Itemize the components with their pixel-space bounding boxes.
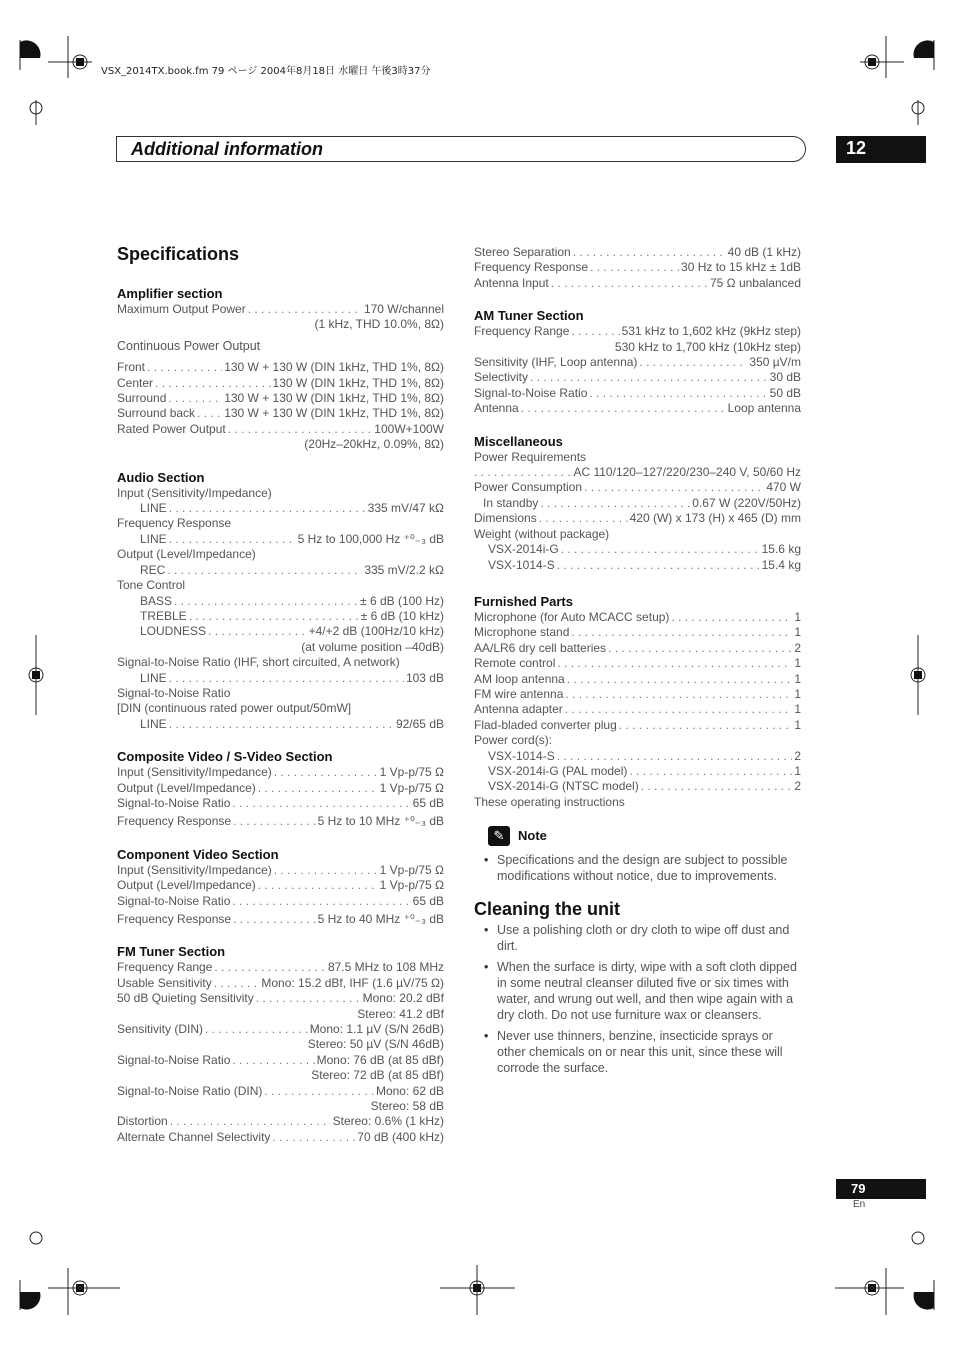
spec-row: LINE . . . 103 dB [117,671,444,686]
spec-row: VSX-2014i-G . . . 15.6 kg [474,542,801,557]
spec-row: Input (Sensitivity/Impedance) . . . 1 Vp-p/75 Ω [117,765,444,780]
spec-row: Surround . . . 130 W + 130 W (DIN 1kHz, THD 1%, 8Ω) [117,391,444,406]
note-label: Note [518,828,547,844]
spec-row: Signal-to-Noise Ratio . . . Mono: 76 dB (at 85 dBf) [117,1053,444,1068]
furnished-heading: Furnished Parts [474,593,573,609]
spec-row: Selectivity . . . 30 dB [474,370,801,385]
left-column [117,243,444,1161]
spec-row: AM loop antenna . . . 1 [474,672,801,687]
spec-cont: (1 kHz, THD 10.0%, 8Ω) [314,317,444,332]
spec-cont: Stereo: 50 µV (S/N 46dB) [307,1037,444,1052]
spec-row: Signal-to-Noise Ratio . . . 50 dB [474,386,801,401]
spec-row: . . . AC 110/120–127/220/230–240 V, 50/60 Hz [474,465,801,480]
misc-heading: Miscellaneous [474,433,563,449]
spec-row: 50 dB Quieting Sensitivity . . . Mono: 20.2 dBf [117,991,444,1006]
misc-section [474,433,801,573]
page-number: 79 [836,1179,926,1199]
component-heading: Component Video Section [117,846,279,862]
spec-label: Signal-to-Noise Ratio (IHF, short circuited, A network) [117,655,400,670]
spec-row: Maximum Output Power . . . 170 W/channel [117,302,444,317]
spec-row: Signal-to-Noise Ratio (DIN) . . . Mono: 62 dB [117,1084,444,1099]
spec-row: Microphone (for Auto MCACC setup) . . . 1 [474,610,801,625]
spec-row: VSX-2014i-G (NTSC model) . . . 2 [474,779,801,794]
spec-row: Stereo Separation . . . 40 dB (1 kHz) [474,245,801,260]
spec-cont: (at volume position –40dB) [301,639,444,654]
right-column [474,245,801,1081]
fm-heading: FM Tuner Section [117,944,226,960]
spec-row: In standby . . . 0.67 W (220V/50Hz) [474,496,801,511]
spec-label: Input (Sensitivity/Impedance) [117,485,272,500]
spec-label: These operating instructions [474,794,625,809]
spec-row: TREBLE . . . ± 6 dB (10 kHz) [117,609,444,624]
spec-row: LOUDNESS . . . +4/+2 dB (100Hz/10 kHz) [117,624,444,639]
spec-row: Output (Level/Impedance) . . . 1 Vp-p/75 Ω [117,878,444,893]
spec-row: Antenna . . . Loop antenna [474,401,801,416]
spec-row: Flad-bladed converter plug . . . 1 [474,718,801,733]
spec-label: Continuous Power Output [117,338,261,353]
spec-label: [DIN (continuous rated power output/50mW] [117,701,352,716]
spec-row: Frequency Range . . . 531 kHz to 1,602 kHz (9kHz step) [474,324,801,339]
spec-row: Remote control . . . 1 [474,656,801,671]
spec-row: Sensitivity (DIN) . . . Mono: 1.1 µV (S/N 26dB) [117,1022,444,1037]
composite-video-section [117,748,444,830]
chapter-title: Additional information [131,139,323,159]
composite-heading: Composite Video / S-Video Section [117,749,333,765]
spec-row: Front . . . 130 W + 130 W (DIN 1kHz, THD 1%, 8Ω) [117,360,444,375]
spec-row: Sensitivity (IHF, Loop antenna) . . . 350 µV/m [474,355,801,370]
spec-row: Frequency Range . . . 87.5 MHz to 108 MHz [117,960,444,975]
furnished-parts-section [474,593,801,810]
note-text: • Specifications and the design are subject to possible modifications without notice, due to improvements. [474,852,801,884]
spec-cont: (20Hz–20kHz, 0.09%, 8Ω) [304,437,444,452]
amplifier-heading: Amplifier section [117,286,223,301]
spec-row: Frequency Response . . . 5 Hz to 40 MHz ⁺⁰₋₃ dB [117,912,444,927]
spec-cont: Stereo: 41.2 dBf [357,1006,444,1021]
am-heading: AM Tuner Section [474,308,584,324]
spec-row: BASS . . . ± 6 dB (100 Hz) [117,594,444,609]
fm-tuner-section [117,943,444,1145]
spec-row: LINE . . . 335 mV/47 kΩ [117,501,444,516]
cleaning-bullet: • When the surface is dirty, wipe with a soft cloth dipped in some neutral cleanser diluted five or six times with water, and wrung out well, and then wipe again with a dry cloth. Do not use furniture wax or cleansers. [474,959,801,1023]
spec-label: Power Requirements [474,449,587,464]
spec-row: VSX-1014-S . . . 2 [474,749,801,764]
spec-cont: Stereo: 72 dB (at 85 dBf) [311,1068,444,1083]
cleaning-bullet: • Never use thinners, benzine, insecticide sprays or other chemicals on or near this unit, since these will corrode the surface. [474,1028,801,1076]
spec-row: Dimensions . . . 420 (W) x 173 (H) x 465 (D) mm [474,511,801,526]
chapter-number-tab: 12 [836,136,926,163]
audio-section [117,469,444,733]
spec-row: Frequency Response . . . 30 Hz to 15 kHz ± 1dB [474,260,801,275]
spec-label: Signal-to-Noise Ratio [117,685,231,700]
spec-cont: 530 kHz to 1,700 kHz (10kHz step) [614,339,801,354]
cleaning-section [474,898,801,1076]
spec-row: FM wire antenna . . . 1 [474,687,801,702]
spec-label: Frequency Response [117,516,232,531]
file-header: VSX_2014TX.book.fm 79 ページ 2004年8月18日 水曜日 午後3時37分 [101,66,431,77]
spec-row: Surround back . . . 130 W + 130 W (DIN 1kHz, THD 1%, 8Ω) [117,406,444,421]
spec-row: Distortion . . . Stereo: 0.6% (1 kHz) [117,1114,444,1129]
spec-row: Center . . . 130 W (DIN 1kHz, THD 1%, 8Ω) [117,376,444,391]
cleaning-bullet: • Use a polishing cloth or dry cloth to wipe off dust and dirt. [474,922,801,954]
spec-row: VSX-2014i-G (PAL model) . . . 1 [474,764,801,779]
spec-label: Power cord(s): [474,733,553,748]
spec-row: Usable Sensitivity . . . Mono: 15.2 dBf, IHF (1.6 µV/75 Ω) [117,976,444,991]
note-pencil-icon: ✎ [488,826,510,846]
spec-row: Antenna Input . . . 75 Ω unbalanced [474,276,801,291]
audio-heading: Audio Section [117,469,205,485]
spec-row: Antenna adapter . . . 1 [474,702,801,717]
spec-row: Rated Power Output . . . 100W+100W [117,422,444,437]
spec-cont: Stereo: 58 dB [370,1099,444,1114]
spec-row: Microphone stand . . . 1 [474,625,801,640]
cleaning-heading: Cleaning the unit [474,899,620,920]
amplifier-section [117,285,444,453]
spec-row: Power Consumption . . . 470 W [474,480,801,495]
spec-label: Tone Control [117,578,186,593]
fm-tuner-section-cont [474,245,801,291]
spec-row: Input (Sensitivity/Impedance) . . . 1 Vp-p/75 Ω [117,863,444,878]
spec-row: LINE . . . 5 Hz to 100,000 Hz ⁺⁰₋₃ dB [117,532,444,547]
spec-row: AA/LR6 dry cell batteries . . . 2 [474,641,801,656]
am-tuner-section [474,307,801,416]
specifications-heading: Specifications [117,244,240,264]
spec-row: LINE . . . 92/65 dB [117,717,444,732]
spec-label: Output (Level/Impedance) [117,547,256,562]
spec-row: Signal-to-Noise Ratio . . . 65 dB [117,894,444,909]
spec-row: VSX-1014-S . . . 15.4 kg [474,558,801,573]
component-video-section [117,846,444,928]
note-box [474,826,801,884]
spec-row: Output (Level/Impedance) . . . 1 Vp-p/75 Ω [117,781,444,796]
chapter-title-bar [116,136,806,162]
spec-row: Alternate Channel Selectivity . . . 70 dB (400 kHz) [117,1130,444,1145]
language-code: En [853,1199,866,1210]
spec-label: Weight (without package) [474,526,610,541]
spec-row: Frequency Response . . . 5 Hz to 10 MHz ⁺⁰₋₃ dB [117,814,444,829]
spec-row: Signal-to-Noise Ratio . . . 65 dB [117,796,444,811]
spec-row: REC . . . 335 mV/2.2 kΩ [117,563,444,578]
